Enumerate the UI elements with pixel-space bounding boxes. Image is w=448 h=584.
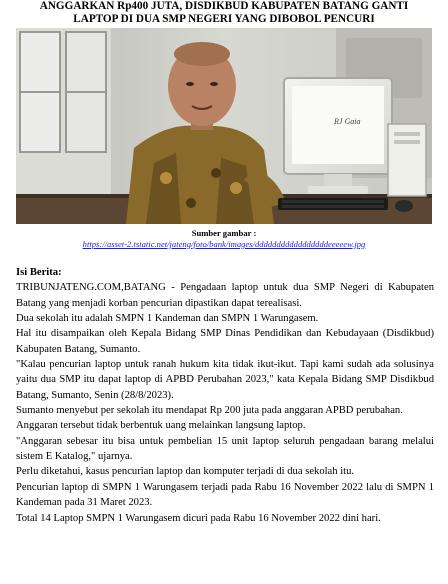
article-body [16,265,434,526]
paragraph: Pencurian laptop di SMPN 1 Warungasem terjadi pada Rabu 16 November 2022 lalu di SMPN 1 Kandeman pada 31 Maret 2023. [16,481,434,509]
article-photo [16,28,432,224]
paragraph: "Kalau pencurian laptop untuk ranah hukum kita tidak ikut-ikut. Tapi kami sudah ada solusinya yaitu dua SMP itu dapat laptop di APBD Perubahan 2023," kata Kepala Bidang SMP Disdikbud Batang, Sumanto, Senin (28/8/2023). [16,359,434,401]
caption-label: Sumber gambar : [191,228,257,238]
body-heading: Isi Berita: [16,267,62,278]
article-title-line-2: LAPTOP DI DUA SMP NEGERI YANG DIBOBOL PENCURI [73,12,375,25]
article-title [0,0,448,25]
image-caption [0,228,448,249]
paragraph: Perlu diketahui, kasus pencurian laptop dan komputer terjadi di dua sekolah itu. [16,466,355,478]
paragraph: Anggaran tersebut tidak berbentuk uang melainkan langsung laptop. [16,420,306,432]
article-title-line-1: ANGGARKAN Rp400 JUTA, DISDIKBUD KABUPATEN BATANG GANTI [39,0,409,12]
paragraph: "Anggaran sebesar itu bisa untuk pembelian 15 unit laptop seluruh pengadaan barang melalui sistem E Katalog," ujarnya. [16,435,434,463]
paragraph: Hal itu disampaikan oleh Kepala Bidang SMP Dinas Pendidikan dan Kebudayaan (Disdikbud) Kabupaten Batang, Sumanto. [16,328,434,355]
article-photo-illustration [16,28,432,224]
paragraph: Sumanto menyebut per sekolah itu mendapat Rp 200 juta pada anggaran APBD perubahan. [16,405,403,417]
paragraph: TRIBUNJATENG.COM,BATANG - Pengadaan laptop untuk dua SMP Negeri di Kabupaten Batang yang menjadi korban pencurian dipastikan dapat terealisasi. [16,282,434,309]
paragraph: Total 14 Laptop SMPN 1 Warungasem dicuri pada Rabu 16 November 2022 dini hari. [16,512,381,524]
monitor-label: RJ Gaia [334,117,361,126]
paragraph: Dua sekolah itu adalah SMPN 1 Kandeman dan SMPN 1 Warungasem. [16,313,319,325]
caption-source-link[interactable]: https://asset-2.tstatic.net/jateng/foto/bank/images/dddddddddddddddddeeeeew.jpg [82,238,366,249]
